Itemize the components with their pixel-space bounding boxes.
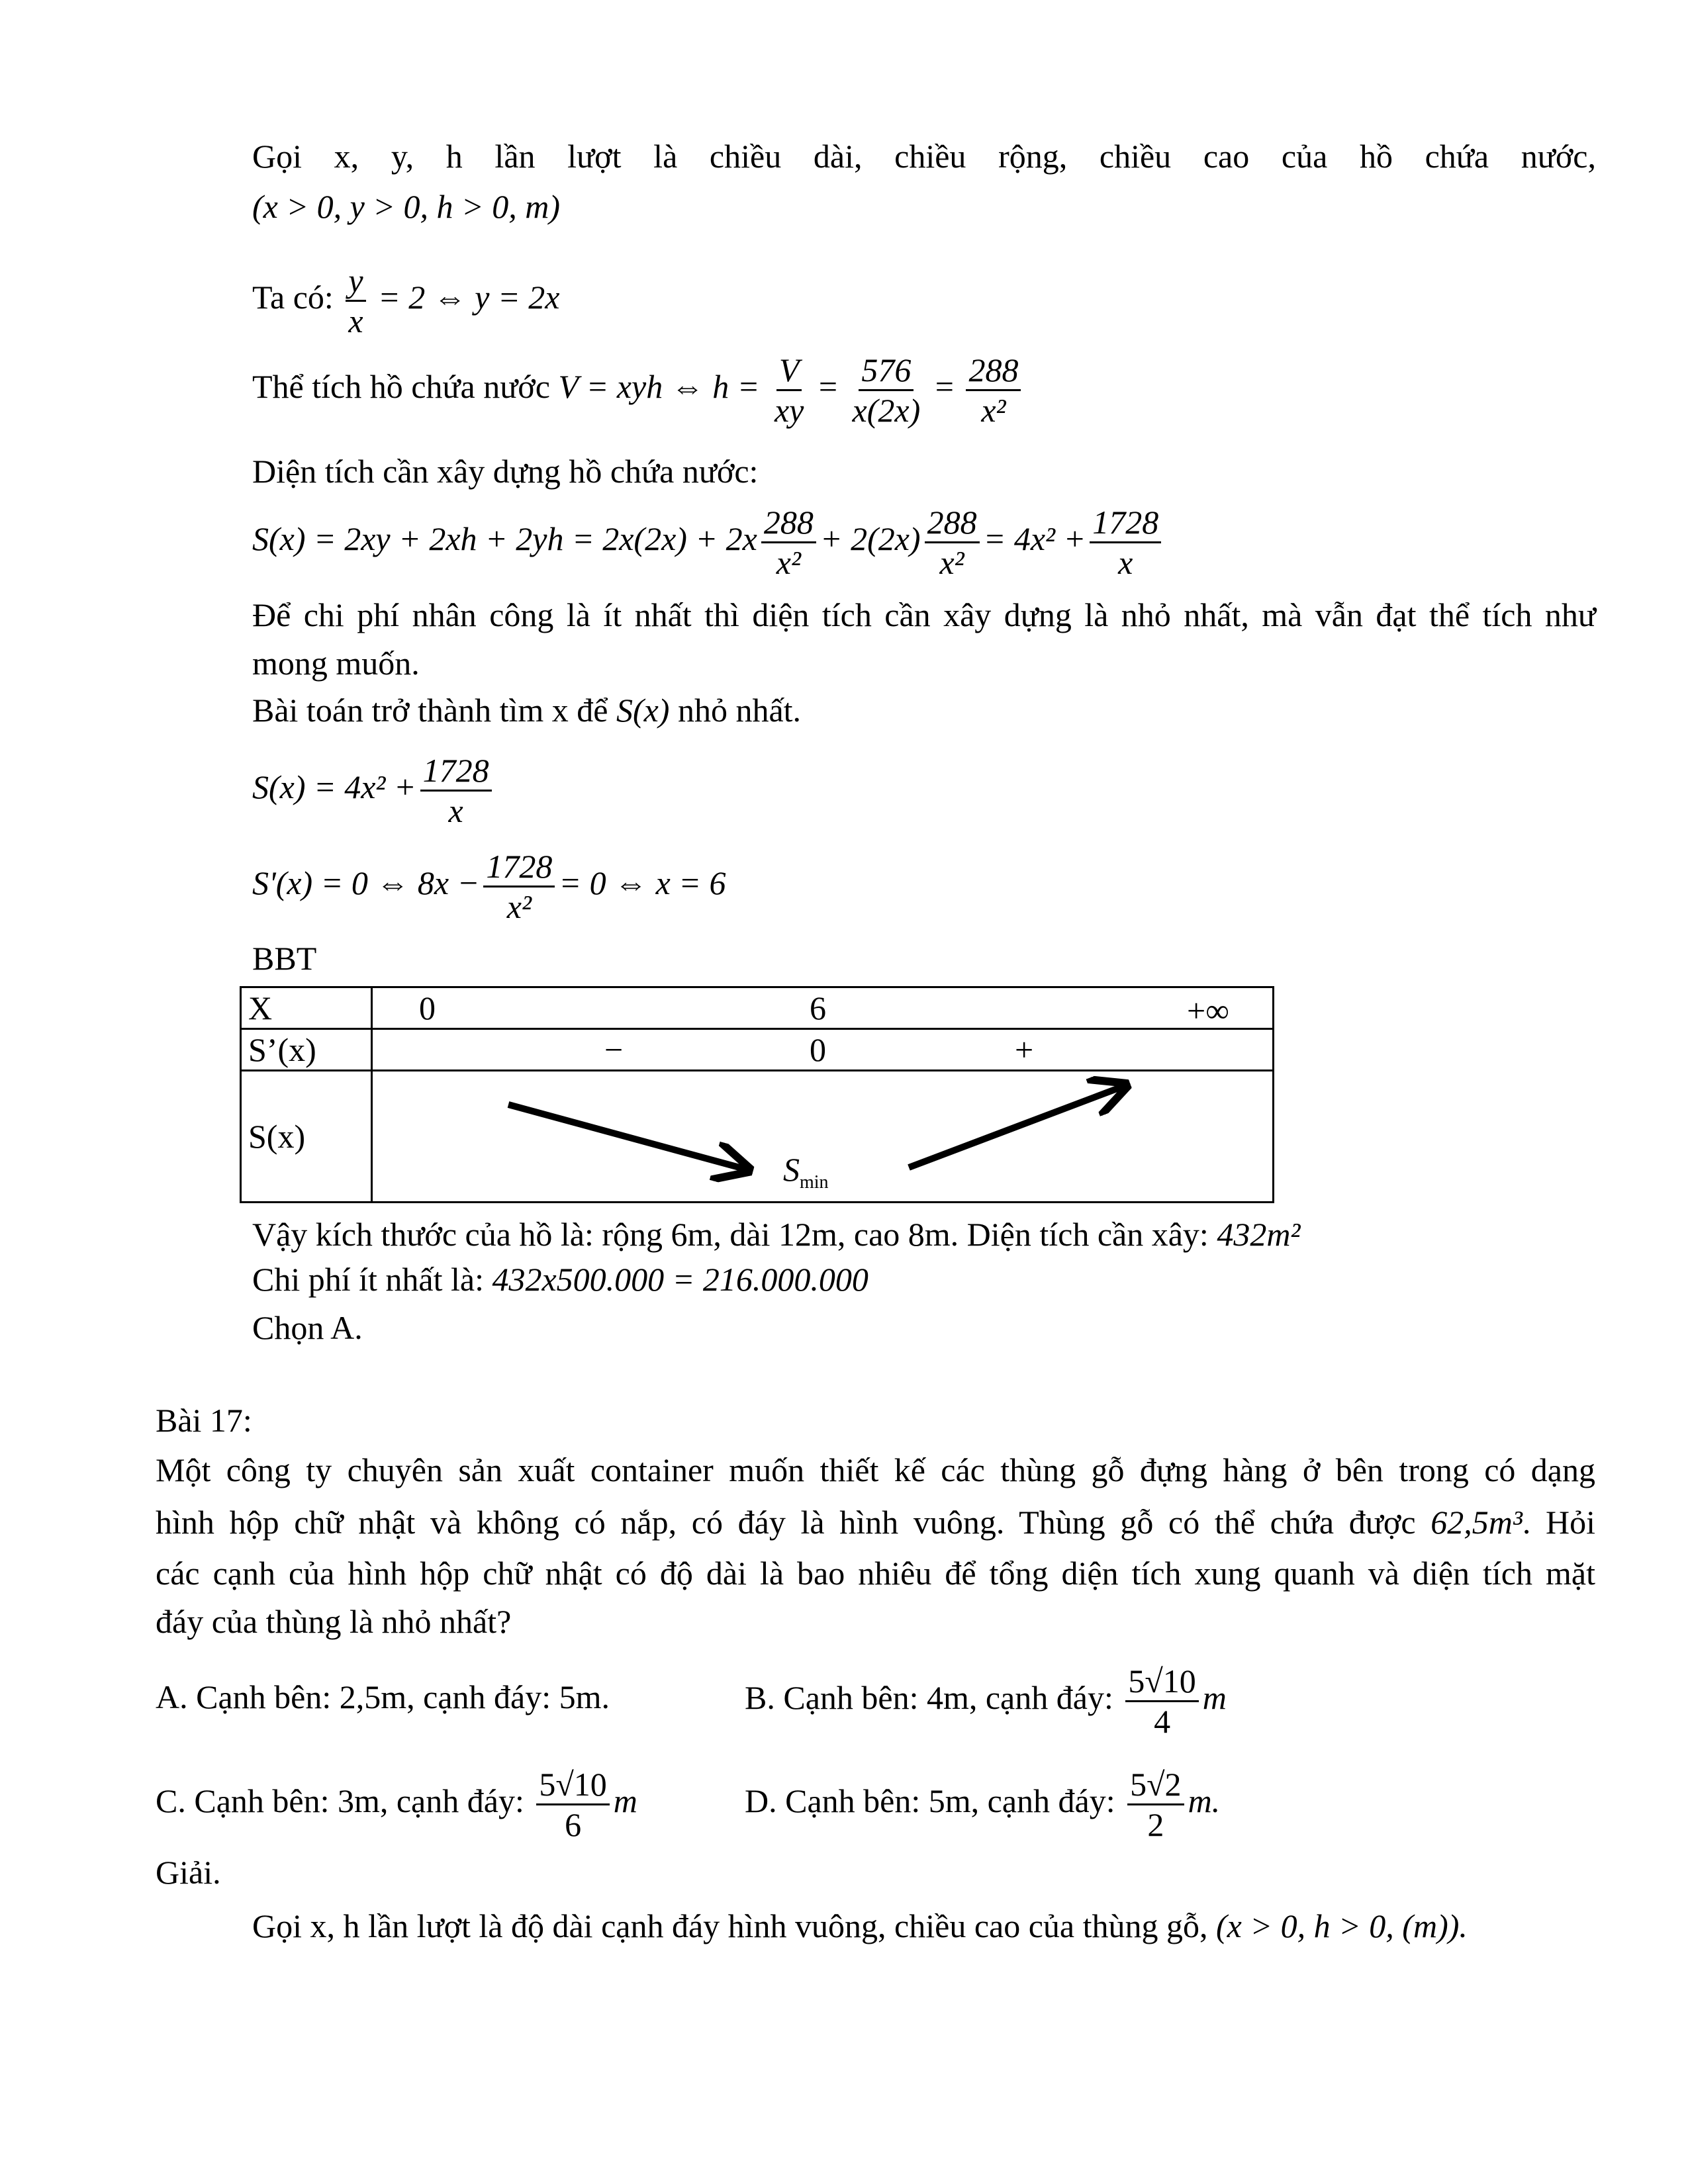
equation: = 0 ⇔ x = 6 bbox=[559, 864, 726, 901]
denominator: 4 bbox=[1154, 1703, 1171, 1741]
row-label: S(x) bbox=[241, 1071, 372, 1203]
sign-cell bbox=[372, 1029, 1274, 1071]
min-subscript: min bbox=[800, 1172, 829, 1193]
denominator: x² bbox=[939, 544, 964, 581]
intro-line: Gọi x, y, h lần lượt là chiều dài, chiều rộng, chiều cao của hồ chứa nước, bbox=[252, 138, 1596, 175]
fraction bbox=[966, 351, 1021, 430]
numerator: 5√10 bbox=[1125, 1662, 1198, 1702]
denominator: x bbox=[1118, 544, 1133, 581]
numerator: 288 bbox=[925, 503, 980, 543]
ta-co-line bbox=[252, 261, 559, 340]
numerator: y bbox=[346, 261, 365, 302]
increasing-arrow bbox=[909, 1086, 1124, 1167]
cost-value: 432x500.000 = 216.000.000 bbox=[492, 1261, 868, 1298]
bbt-label: BBT bbox=[252, 940, 317, 977]
solution-line-1 bbox=[252, 1906, 1468, 1946]
fraction bbox=[761, 503, 816, 582]
sign: 0 bbox=[810, 1031, 826, 1068]
equation: = 4x² + bbox=[983, 520, 1086, 557]
problem-restatement bbox=[252, 690, 801, 730]
s-min-label bbox=[783, 1151, 829, 1201]
question-line-1: Một công ty chuyên sản xuất container muốn thiết kế các thùng gỗ đựng hàng ở bên trong có dạng bbox=[156, 1451, 1595, 1488]
table-row-x bbox=[241, 987, 1274, 1029]
numerator: V bbox=[776, 351, 802, 391]
text: Vậy kích thước của hồ là: rộng 6m, dài 12m, cao 8m. Diện tích cần xây: bbox=[252, 1216, 1209, 1253]
x-value: 6 bbox=[810, 989, 826, 1026]
sign: − bbox=[604, 1031, 624, 1068]
area-label: Diện tích cần xây dựng hồ chứa nước: bbox=[252, 453, 759, 490]
variation-table bbox=[240, 986, 1274, 1203]
condition: (x > 0, h > 0, (m)). bbox=[1215, 1907, 1468, 1944]
table-row-derivative bbox=[241, 1029, 1274, 1071]
decreasing-arrow bbox=[508, 1105, 747, 1169]
option-d bbox=[745, 1764, 1220, 1844]
volume-value: 62,5m³ bbox=[1430, 1504, 1523, 1541]
intro-condition: (x > 0, y > 0, h > 0, m) bbox=[252, 188, 561, 225]
derivative-line bbox=[252, 847, 726, 926]
question-line-4: đáy của thùng là nhỏ nhất? bbox=[156, 1603, 512, 1640]
ta-co-label: Ta có: bbox=[252, 278, 334, 316]
text: . Hỏi bbox=[1522, 1504, 1596, 1541]
numerator: 1728 bbox=[1090, 503, 1161, 543]
text: Bài toán trở thành tìm x để bbox=[252, 692, 608, 729]
reasoning-line-2: mong muốn. bbox=[252, 645, 420, 682]
equation: S(x) = 4x² + bbox=[252, 768, 416, 805]
unit: m bbox=[613, 1782, 637, 1819]
exercise-title: Bài 17: bbox=[156, 1402, 252, 1439]
denominator: xy bbox=[774, 392, 804, 429]
fraction bbox=[850, 351, 923, 430]
unit: m. bbox=[1188, 1782, 1221, 1819]
numerator: 5√10 bbox=[536, 1765, 609, 1805]
fraction bbox=[346, 261, 365, 340]
fraction bbox=[1127, 1765, 1184, 1844]
row-label: X bbox=[241, 987, 372, 1029]
text: nhỏ nhất. bbox=[677, 692, 802, 729]
fraction bbox=[925, 503, 980, 582]
equation: = 2 ⇔ y = 2x bbox=[378, 278, 560, 316]
fraction bbox=[1090, 503, 1161, 582]
s-symbol: S bbox=[783, 1151, 800, 1188]
fraction bbox=[483, 847, 555, 926]
option-a: A. Cạnh bên: 2,5m, cạnh đáy: 5m. bbox=[156, 1678, 610, 1715]
unit: m bbox=[1202, 1679, 1227, 1716]
x-value: 0 bbox=[419, 989, 436, 1026]
equation: S(x) = 2xy + 2xh + 2yh = 2x(2x) + 2x bbox=[252, 520, 757, 557]
variation-arrows bbox=[379, 1071, 1286, 1201]
volume-line bbox=[252, 351, 1025, 430]
equals: = bbox=[935, 367, 954, 405]
x-values-cell bbox=[372, 987, 1274, 1029]
equation: + 2(2x) bbox=[820, 520, 921, 557]
fraction bbox=[772, 351, 806, 430]
area-formula bbox=[252, 503, 1165, 582]
x-value: +∞ bbox=[1187, 992, 1229, 1029]
denominator: x bbox=[348, 302, 363, 340]
denominator: x² bbox=[506, 888, 532, 925]
numerator: 1728 bbox=[420, 751, 492, 792]
option-b bbox=[745, 1661, 1227, 1741]
conclusion-dimensions bbox=[252, 1214, 1300, 1254]
conclusion-answer: Chọn A. bbox=[252, 1309, 363, 1346]
fraction bbox=[1125, 1662, 1198, 1741]
equals: = bbox=[818, 367, 838, 405]
volume-label: Thể tích hồ chứa nước bbox=[252, 367, 550, 405]
sign: + bbox=[1015, 1031, 1034, 1068]
question-line-2 bbox=[156, 1502, 1595, 1542]
text: Gọi x, h lần lượt là độ dài cạnh đáy hình vuông, chiều cao của thùng gỗ, bbox=[252, 1907, 1208, 1944]
text: Chi phí ít nhất là: bbox=[252, 1261, 484, 1298]
numerator: 5√2 bbox=[1127, 1765, 1184, 1805]
text: C. Cạnh bên: 3m, cạnh đáy: bbox=[156, 1782, 524, 1819]
reasoning-line-1: Để chi phí nhân công là ít nhất thì diện tích cần xây dựng là nhỏ nhất, mà vẫn đạt thể tích như bbox=[252, 596, 1596, 633]
table-row-function bbox=[241, 1071, 1274, 1203]
denominator: x(2x) bbox=[852, 392, 921, 429]
s-function bbox=[252, 751, 496, 830]
variation-cell bbox=[372, 1071, 1274, 1203]
denominator: x² bbox=[981, 392, 1006, 429]
conclusion-cost bbox=[252, 1259, 868, 1299]
numerator: 288 bbox=[761, 503, 816, 543]
question-line-3: các cạnh của hình hộp chữ nhật có độ dài là bao nhiêu để tổng diện tích xung quanh và diện tích mặt bbox=[156, 1555, 1595, 1592]
numerator: 1728 bbox=[483, 847, 555, 887]
numerator: 288 bbox=[966, 351, 1021, 391]
fraction bbox=[420, 751, 492, 830]
solution-heading: Giải. bbox=[156, 1854, 221, 1891]
fraction bbox=[536, 1765, 609, 1844]
numerator: 576 bbox=[859, 351, 914, 391]
text: D. Cạnh bên: 5m, cạnh đáy: bbox=[745, 1782, 1115, 1819]
denominator: x² bbox=[776, 544, 801, 581]
equation: V = xyh ⇔ h = bbox=[558, 367, 760, 405]
expression: S(x) bbox=[616, 692, 670, 729]
area-value: 432m² bbox=[1217, 1216, 1301, 1253]
denominator: 2 bbox=[1147, 1806, 1164, 1844]
equation: S'(x) = 0 ⇔ 8x − bbox=[252, 864, 480, 901]
option-c bbox=[156, 1764, 637, 1844]
denominator: 6 bbox=[565, 1806, 582, 1844]
text: B. Cạnh bên: 4m, cạnh đáy: bbox=[745, 1679, 1113, 1716]
row-label: S’(x) bbox=[241, 1029, 372, 1071]
text: hình hộp chữ nhật và không có nắp, có đáy là hình vuông. Thùng gỗ có thể chứa được bbox=[156, 1504, 1416, 1541]
denominator: x bbox=[448, 792, 463, 829]
